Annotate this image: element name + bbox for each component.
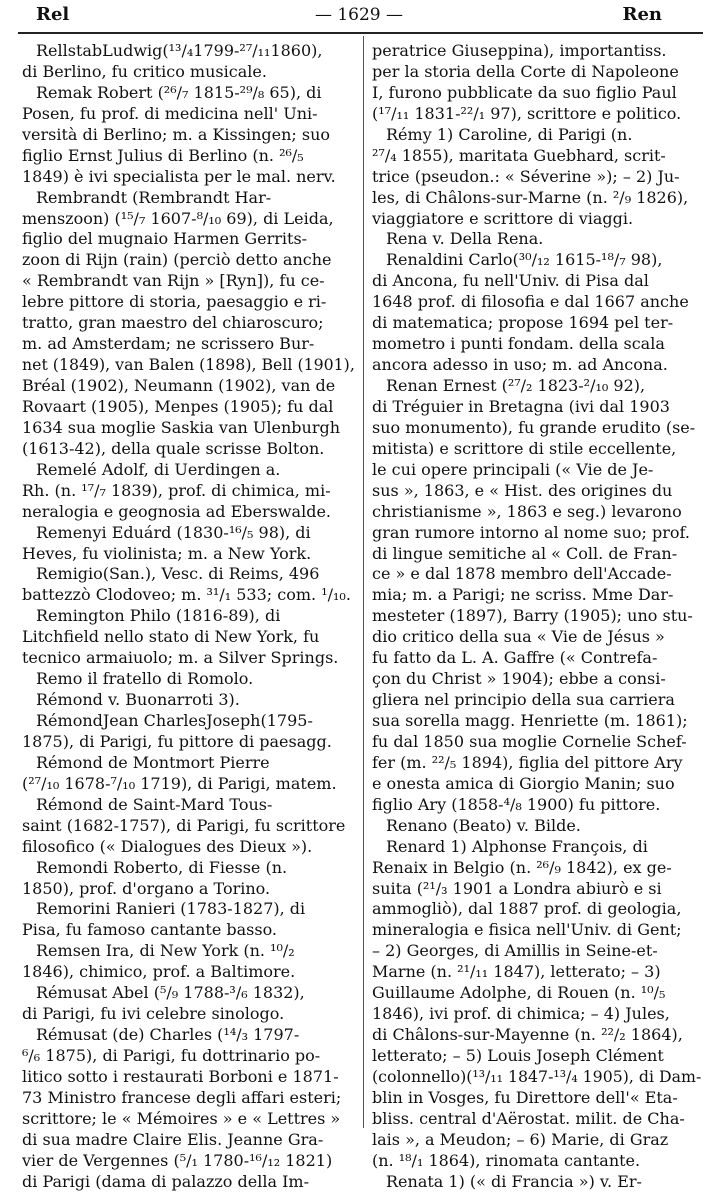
text-line: (n. ¹⁸/₁ 1864), rinomata cantante. (372, 1150, 641, 1170)
text-line: Renaldini Carlo(³⁰/₁₂ 1615-¹⁸/₇ 98), (386, 250, 663, 270)
text-line: Guillaume Adolphe, di Rouen (n. ¹⁰/₅ (372, 983, 666, 1003)
text-line: di sua madre Claire Elis. Jeanne Gra- (22, 1129, 324, 1149)
text-line: çon du Christ » 1904); ebbe a consi- (372, 669, 666, 689)
text-line: Rena v. Della Rena. (386, 229, 544, 249)
text-line: ⁶/₆ 1875), di Parigi, fu dottrinario po- (22, 1046, 321, 1065)
text-line: net (1849), van Balen (1898), Bell (1901), (22, 355, 355, 375)
text-line: di lingue semitiche al « Coll. de Fran- (372, 543, 678, 563)
text-line: Rémond de Saint-Mard Tous- (36, 794, 273, 814)
text-line: 73 Ministro francese degli affari esteri; (22, 1087, 342, 1107)
header-rule (18, 32, 703, 34)
text-line: Rémond v. Buonarroti 3). (36, 690, 240, 710)
text-line: mometro i punti fondam. della scala (372, 334, 665, 354)
text-line: di Châlons-sur-Mayenne (n. ²²/₂ 1864), (372, 1025, 683, 1045)
text-line: le cui opere principali (« Vie de Je- (372, 459, 654, 479)
text-line: 1846), ivi prof. di chimica; – 4) Jules, (372, 1004, 670, 1024)
page-number: — 1629 — (314, 5, 404, 25)
text-line: litico sotto i restaurati Borboni e 1871- (22, 1066, 339, 1086)
text-line: tecnico armaiuolo; m. a Silver Springs. (22, 648, 339, 668)
text-line: Remsen Ira, di New York (n. ¹⁰/₂ (36, 941, 295, 961)
text-line: sus », 1863, e « Hist. des origines du (372, 480, 673, 500)
text-line: 1634 sua moglie Saskia van Ulenburgh (22, 417, 341, 437)
text-line: I, furono pubblicate da suo figlio Paul (372, 82, 677, 102)
text-line: Rémond de Montmort Pierre (36, 752, 270, 772)
text-line: letterato; – 5) Louis Joseph Clément (372, 1046, 664, 1065)
text-line: 1648 prof. di filosofia e dal 1667 anche (372, 292, 689, 312)
header-right: Ren (622, 4, 662, 25)
text-line: Remelé Adolf, di Uerdingen a. (36, 459, 281, 479)
text-line: suita (²¹/₃ 1901 a Londra abiurò e si (372, 878, 662, 898)
text-line: gliera nel principio della sua carriera (372, 690, 675, 710)
text-line: peratrice Giuseppina), importantiss. (372, 41, 667, 60)
text-line: Pisa, fu famoso cantante basso. (22, 920, 278, 940)
text-line: battezzò Clodoveo; m. ³¹/₁ 533; com. ¹/₁₀. (22, 585, 351, 605)
text-line: 1850), prof. d'organo a Torino. (22, 878, 271, 898)
text-line: di Ancona, fu nell'Univ. di Pisa dal (372, 271, 649, 291)
text-line: fu fatto da L. A. Gaffre (« Contrefa- (372, 648, 658, 668)
text-line: Rémusat Abel (⁵/₉ 1788-³/₆ 1832), (36, 983, 305, 1003)
text-line: neralogia e geognosia ad Eberswalde. (22, 501, 331, 521)
left-column (22, 41, 355, 1193)
text-line: gran rumore intorno al nome suo; prof. (372, 522, 690, 542)
text-line: Renata 1) (« di Francia ») v. Er- (386, 1171, 642, 1191)
text-line: blin in Vosges, fu Direttore dell'« Eta- (372, 1087, 678, 1107)
text-line: di Berlino, fu critico musicale. (22, 61, 267, 81)
text-line: per la storia della Corte di Napoleone (372, 61, 679, 81)
text-line: Remenyi Eduárd (1830-¹⁶/₅ 98), di (36, 522, 311, 542)
text-line: (²⁷/₁₀ 1678-⁷/₁₀ 1719), di Parigi, matem. (22, 773, 337, 793)
text-line: Rh. (n. ¹⁷/₇ 1839), prof. di chimica, mi- (22, 480, 331, 500)
text-line: bliss. central d'Aërostat. milit. de Cha- (372, 1108, 685, 1128)
text-line: versità di Berlino; m. a Kissingen; suo (22, 124, 331, 144)
text-line: scrittore; le « Mémoires » e « Lettres » (22, 1108, 341, 1128)
text-line: menszoon) (¹⁵/₇ 1607-⁸/₁₀ 69), di Leida, (22, 208, 334, 228)
text-line: saint (1682-1757), di Parigi, fu scrittore (22, 815, 346, 835)
header-left: Rel (36, 4, 70, 25)
text-line: suo monumento), fu grande erudito (se- (372, 417, 696, 437)
text-line: tratto, gran maestro del chiaroscuro; (22, 313, 324, 333)
text-line: viaggiatore e scrittore di viaggi. (372, 208, 634, 228)
text-line: fu dal 1850 sua moglie Cornelie Schef- (372, 731, 687, 751)
text-line: les, di Châlons-sur-Marne (n. ²/₉ 1826), (372, 187, 689, 207)
text-line: Heves, fu violinista; m. a New York. (22, 543, 312, 563)
text-line: ancora adesso in uso; m. ad Ancona. (372, 355, 668, 375)
page-header (0, 4, 718, 30)
text-line: lebre pittore di storia, paesaggio e ri- (22, 292, 327, 312)
text-line: Remak Robert (²⁶/₇ 1815-²⁹/₈ 65), di (36, 82, 322, 102)
text-line: m. ad Amsterdam; ne scrissero Bur- (22, 334, 315, 354)
text-line: Remondi Roberto, di Fiesse (n. (36, 857, 288, 877)
text-line: ²⁷/₄ 1855), maritata Guebhard, scrit- (372, 145, 666, 165)
text-line: fer (m. ²²/₅ 1894), figlia del pittore Ary (372, 752, 683, 772)
text-line: filosofico (« Dialogues des Dieux »). (22, 836, 313, 856)
text-line: Marne (n. ²¹/₁₁ 1847), letterato; – 3) (372, 962, 661, 982)
text-line: Bréal (1902), Neumann (1902), van de (22, 376, 336, 395)
text-line: figlio Ary (1858-⁴/₈ 1900) fu pittore. (372, 794, 661, 814)
text-line: RellstabLudwig(¹³/₄1799-²⁷/₁₁1860), (36, 41, 323, 60)
text-line: di Parigi, fu ivi celebre sinologo. (22, 1004, 285, 1024)
right-column (372, 41, 702, 1193)
text-line: (¹⁷/₁₁ 1831-²²/₁ 97), scrittore e politico. (372, 103, 682, 123)
text-line: Renan Ernest (²⁷/₂ 1823-²/₁₀ 92), (386, 376, 646, 395)
text-line: Posen, fu prof. di medicina nell' Uni- (22, 103, 318, 123)
text-line: Renaix in Belgio (n. ²⁶/₉ 1842), ex ge- (372, 857, 672, 877)
text-line: mineralogia e fisica nell'Univ. di Gent; (372, 920, 682, 940)
text-line: di Tréguier in Bretagna (ivi dal 1903 (372, 396, 670, 416)
text-line: Remington Philo (1816-89), di (36, 606, 281, 626)
text-line: zoon di Rijn (rain) (perciò detto anche (22, 250, 332, 270)
text-line: trice (pseudon.: « Séverine »); – 2) Ju- (372, 166, 680, 186)
text-line: 1875), di Parigi, fu pittore di paesagg. (22, 731, 332, 751)
text-line: ce » e dal 1878 membro dell'Accade- (372, 564, 672, 584)
text-line: Renano (Beato) v. Bilde. (386, 815, 581, 835)
text-line: mesteter (1897), Barry (1905); uno stu- (372, 606, 693, 626)
text-line: figlio Ernst Julius di Berlino (n. ²⁶/₅ (22, 145, 304, 165)
text-line: Rémusat (de) Charles (¹⁴/₃ 1797- (36, 1025, 300, 1045)
text-line: vier de Vergennes (⁵/₁ 1780-¹⁶/₁₂ 1821) (22, 1150, 333, 1170)
text-line: figlio del mugnaio Harmen Gerrits- (22, 229, 308, 249)
text-line: dio critico della sua « Vie de Jésus » (372, 627, 665, 647)
text-line: ammogliò), dal 1887 prof. di geologia, (372, 899, 682, 919)
text-line: « Rembrandt van Rijn » [Ryn]), fu ce- (22, 271, 325, 291)
column-divider (363, 36, 364, 1128)
text-line: di matematica; propose 1694 pel ter- (372, 313, 674, 333)
text-line: (colonnello)(¹³/₁₁ 1847-¹³/₄ 1905), di Dam- (372, 1066, 702, 1086)
text-line: di Parigi (dama di palazzo della Im- (22, 1171, 309, 1191)
text-line: Remorini Ranieri (1783-1827), di (36, 899, 306, 919)
text-line: 1846), chimico, prof. a Baltimore. (22, 962, 296, 982)
text-line: christianisme », 1863 e seg.) levarono (372, 501, 682, 521)
text-line: Remigio(San.), Vesc. di Reims, 496 (36, 564, 320, 584)
text-line: mia; m. a Parigi; ne scriss. Mme Dar- (372, 585, 674, 605)
text-line: 1849) è ivi specialista per le mal. nerv. (22, 166, 336, 186)
text-line: lais », a Meudon; – 6) Marie, di Graz (372, 1129, 669, 1149)
text-line: Rembrandt (Rembrandt Har- (36, 187, 272, 207)
text-line: sua sorella magg. Henriette (m. 1861); (372, 711, 688, 730)
text-line: RémondJean CharlesJoseph(1795- (36, 711, 313, 730)
text-line: mitista) e scrittore di stile eccellente, (372, 438, 677, 458)
text-line: Rovaart (1905), Menpes (1905); fu dal (22, 396, 334, 416)
text-line: Remo il fratello di Romolo. (36, 669, 254, 689)
text-line: Rémy 1) Caroline, di Parigi (n. (386, 124, 633, 144)
text-line: Renard 1) Alphonse François, di (386, 836, 648, 856)
text-line: – 2) Georges, di Amillis in Seine-et- (372, 941, 658, 961)
text-line: (1613-42), della quale scrisse Bolton. (22, 438, 325, 458)
text-line: e onesta amica di Giorgio Manin; suo (372, 773, 675, 793)
text-line: Litchfield nello stato di New York, fu (22, 627, 320, 647)
